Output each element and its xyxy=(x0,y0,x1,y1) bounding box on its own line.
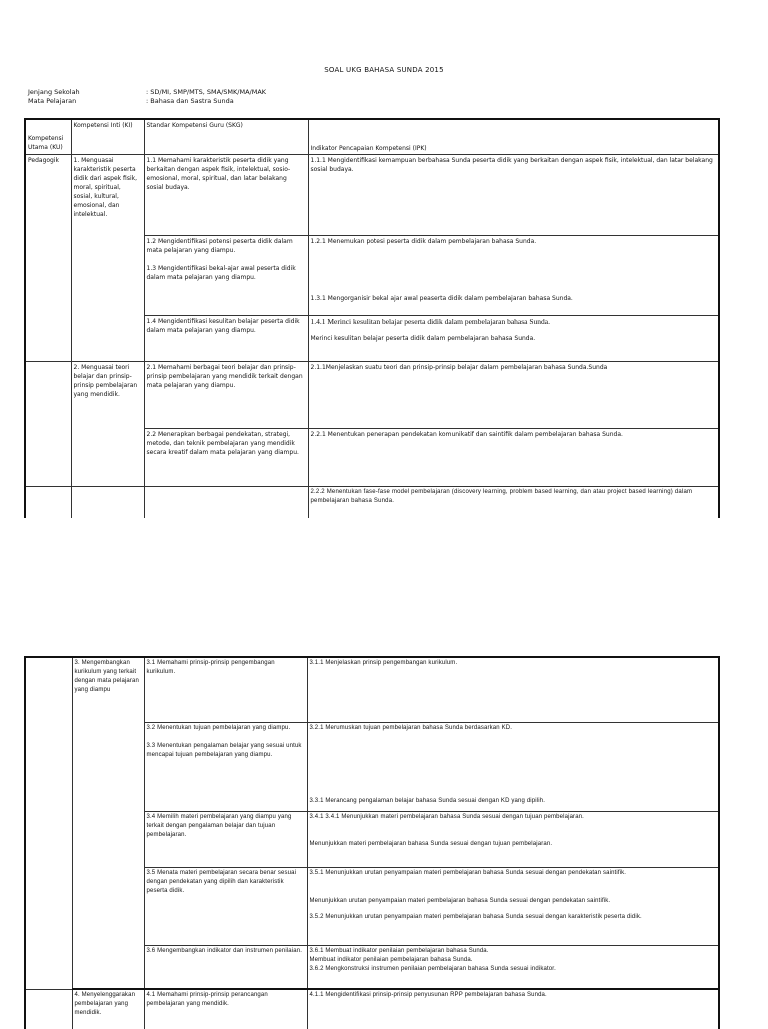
skg-1-1: 1.1 Memahami karakteristik peserta didik yang berkaitan dengan aspek fisik, intelektual, sosio-emosional, moral, spiritual, dan latar belakang sosial budaya. xyxy=(144,154,308,235)
skg-3-6: 3.6 Mengembangkan indikator dan instrumen penilaian. xyxy=(144,945,307,989)
skg-3-2: 3.2 Menentukan tujuan pembelajaran yang diampu. xyxy=(146,724,291,731)
header-ki: Kompetensi Inti (KI) xyxy=(71,119,144,154)
skg-3-1: 3.1 Memahami prinsip-prinsip pengembangan kurikulum. xyxy=(144,657,307,722)
ipk-3-5-2: 3.5.2 Menunjukkan urutan penyampaian materi pembelajaran bahasa Sunda sesuai dengan karakteristik peserta didik. xyxy=(309,913,642,920)
ipk-3-5 xyxy=(307,867,719,945)
table-row xyxy=(25,486,719,518)
ipk-4-1-1: 4.1.1 Mengidentifikasi prinsip-prinsip penyusunan RPP pembelajaran bahasa Sunda. xyxy=(307,989,719,1029)
ipk-3-1-1: 3.1.1 Menjelaskan prinsip pengembangan kurikulum. xyxy=(307,657,719,722)
ku-empty xyxy=(25,657,72,989)
school-level-label: Jenjang Sekolah xyxy=(28,88,80,96)
skg-2-1: 2.1 Memahami berbagai teori belajar dan prinsip-prinsip pembelajaran yang mendidik terkait dengan mata pelajaran yang diampu. xyxy=(144,361,308,428)
ki-1: 1. Menguasai karakteristik peserta didik dari aspek fisik, moral, spiritual, sosial, kultural, emosional, dan intelektual. xyxy=(71,154,144,361)
ipk-2-2-2: 2.2.2 Menentukan fase-fase model pembelajaran (discovery learning, problem based learning, dan atau project based learning) dalam pembelajaran bahasa Sunda. xyxy=(308,486,719,518)
ipk-1-4 xyxy=(308,315,719,361)
ipk-3-6-1: 3.6.1 Membuat indikator penilaian pembelajaran bahasa Sunda. xyxy=(309,947,489,954)
skg-3-3: 3.3 Menentukan pengalaman belajar yang sesuai untuk mencapai tujuan pembelajaran yang diampu. xyxy=(146,742,302,758)
competency-table-page-1 xyxy=(24,118,720,518)
ipk-3-6 xyxy=(307,945,719,989)
table-row xyxy=(25,657,719,722)
competency-table-page-2 xyxy=(24,656,720,1029)
ku-empty xyxy=(25,361,71,486)
ki-3: 3. Mengembangkan kurikulum yang terkait dengan mata pelajaran yang diampu xyxy=(72,657,144,989)
skg-3-5: 3.5 Menata materi pembelajaran secara benar sesuai dengan pendekatan yang dipilih dan karakteristik peserta didik. xyxy=(144,867,307,945)
ipk-3-4-1-repeat: Menunjukkan materi pembelajaran bahasa Sunda sesuai dengan tujuan pembelajaran. xyxy=(309,840,553,847)
header-ku: Kompetensi Utama (KU) xyxy=(25,119,71,154)
school-level-value: : SD/MI, SMP/MTS, SMA/SMK/MA/MAK xyxy=(146,88,267,96)
ku-pedagogik: Pedagogik xyxy=(25,154,71,361)
skg-empty xyxy=(144,486,308,518)
ipk-1-2-1-3 xyxy=(308,235,719,315)
skg-4-1: 4.1 Memahami prinsip-prinsip perancangan pembelajaran yang mendidik. xyxy=(144,989,307,1029)
ipk-1-3-1: 1.3.1 Mengorganisir bekal ajar awal peaserta didik dalam pembelajaran bahasa Sunda. xyxy=(310,294,573,302)
ki-4: 4. Menyelenggarakan pembelajaran yang mendidik. xyxy=(72,989,144,1029)
ipk-2-2-1: 2.2.1 Menentukan penerapan pendekatan komunikatif dan saintifik dalam pembelajaran bahasa Sunda. xyxy=(308,428,719,486)
document-title: SOAL UKG BAHASA SUNDA 2015 xyxy=(324,66,444,74)
ipk-1-4-1: 1.4.1 Merinci kesulitan belajar peserta didik dalam pembelajaran bahasa Sunda. xyxy=(310,316,550,326)
header-skg: Standar Kompetensi Guru (SKG) xyxy=(144,119,308,154)
ipk-3-6-2: 3.6.2 Mengkonstruksi instrumen penilaian pembelajaran bahasa Sunda sesuai indikator. xyxy=(309,965,556,972)
ipk-1-1-1: 1.1.1 Mengidentifikasi kemampuan berbahasa Sunda peserta didik yang berkaitan dengan aspek fisik, intelektual, dan latar belakang sosial budaya. xyxy=(308,154,719,235)
skg-3-4: 3.4 Memilih materi pembelajaran yang diampu yang terkait dengan pengalaman belajar dan tujuan pembelajaran. xyxy=(144,811,307,867)
ipk-3-5-1-repeat: Menunjukkan urutan penyampaian materi pembelajaran bahasa Sunda sesuai dengan pendekatan saintifik. xyxy=(309,897,611,904)
table-row xyxy=(25,154,719,235)
skg-1-4: 1.4 Mengidentifikasi kesulitan belajar peserta didik dalam mata pelajaran yang diampu. xyxy=(144,315,308,361)
skg-1-3: 1.3 Mengidentifikasi bekal-ajar awal peserta didik dalam mata pelajaran yang diampu. xyxy=(146,264,296,281)
ki-empty xyxy=(71,486,144,518)
ipk-3-2-1: 3.2.1 Merumuskan tujuan pembelajaran bahasa Sunda berdasarkan KD. xyxy=(309,724,513,731)
ipk-3-6-1-repeat: Membuat indikator penilaian pembelajaran bahasa Sunda. xyxy=(309,956,473,963)
ipk-3-2-3-3 xyxy=(307,722,719,811)
ipk-2-1: 2.1.1Menjelaskan suatu teori dan prinsip-prinsip belajar dalam pembelajaran bahasa Sunda.Sunda xyxy=(308,361,719,428)
ipk-3-5-1: 3.5.1 Menunjukkan urutan penyampaian materi pembelajaran bahasa Sunda sesuai dengan pendekatan saintifik. xyxy=(309,869,627,876)
ku-empty xyxy=(25,486,71,518)
ipk-1-2-1: 1.2.1 Menemukan potesi peserta didik dalam pembelajaran bahasa Sunda. xyxy=(310,237,537,245)
ki-2: 2. Menguasai teori belajar dan prinsip-prinsip pembelajaran yang mendidik. xyxy=(71,361,144,486)
ipk-1-4-1-repeat: Merinci kesulitan belajar peserta didik dalam pembelajaran bahasa Sunda. xyxy=(310,334,536,342)
ipk-3-3-1: 3.3.1 Merancang pengalaman belajar bahasa Sunda sesuai dengan KD yang dipilih. xyxy=(309,797,546,804)
ipk-3-4 xyxy=(307,811,719,867)
skg-3-2-3-3 xyxy=(144,722,307,811)
subject-label: Mata Pelajaran xyxy=(28,97,77,105)
ipk-3-4-1: 3.4.1 3.4.1 Menunjukkan materi pembelajaran bahasa Sunda sesuai dengan tujuan pembelajaran. xyxy=(309,813,584,820)
header-row xyxy=(25,119,719,154)
ku-empty xyxy=(25,989,72,1029)
skg-1-2-1-3 xyxy=(144,235,308,315)
table-row xyxy=(25,989,719,1029)
subject-value: : Bahasa dan Sastra Sunda xyxy=(146,97,234,105)
header-ipk: Indikator Pencapaian Kompetensi (IPK) xyxy=(308,119,719,154)
skg-2-2: 2.2 Menerapkan berbagai pendekatan, strategi, metode, dan teknik pembelajaran yang mendidik secara kreatif dalam mata pelajaran yang diampu. xyxy=(144,428,308,486)
table-row xyxy=(25,361,719,428)
skg-1-2: 1.2 Mengidentifikasi potensi peserta didik dalam mata pelajaran yang diampu. xyxy=(146,237,293,254)
